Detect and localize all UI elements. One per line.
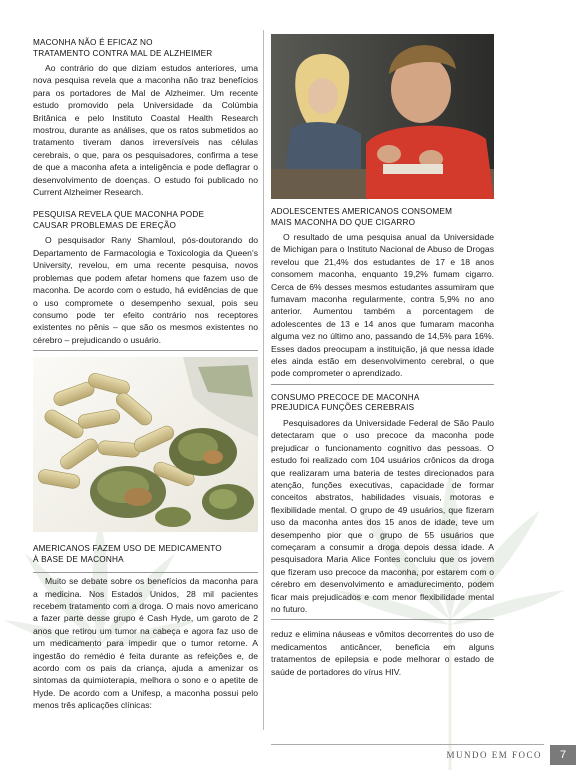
article-alzheimer [33,38,258,198]
column-divider [263,30,264,730]
page-footer [446,745,576,765]
left-column [33,38,258,712]
magazine-name: MUNDO EM FOCO [446,750,542,760]
article-title: ADOLESCENTES AMERICANOS CONSOMEM MAIS MACONHA DO QUE CIGARRO [271,207,453,227]
teens-photo [271,34,494,199]
article-title: MACONHA NÃO É EFICAZ NO TRATAMENTO CONTRA MAL DE ALZHEIMER [33,38,213,58]
article-body: Muito se debate sobre os benefícios da maconha para a medicina. Nos Estados Unidos, 28 mil pacientes recebem tratamento com a droga. O mais novo americano a fazer parte desse grupo é Cash Hyde, um garoto de 2 anos que retirou um tumor na cabeça e agora faz uso de um medicamento para impedir que o tumor retorne. A ingestão do remédio é feita durante as refeições e, de acordo com os pais da criança, ajuda a amenizar os sintomas da quimioterapia, melhora o sono e o apetite de Hyde. De acordo com a Unifesp, a maconha possui pelo menos três aplicações clínicas: [33,576,258,711]
article-consumo [271,393,494,621]
article-title: CONSUMO PRECOCE DE MACONHA PREJUDICA FUNÇÕES CEREBRAIS [271,392,420,413]
article-body: Ao contrário do que diziam estudos anteriores, uma nova pesquisa revela que a maconha não traz benefícios para os portadores de Mal de Alzheimer. Um recente estudo promovido pela Universidade da Colúmbia Britânica e pelo Instituto Coastal Health Research mostrou, durante as análises, que os ratos submetidos ao tratamento tiveram danos irreversíveis nas células cerebrais, o que, para os pesquisadores, confirma a tese de que a maconha afeta a inteligência e pode deflagrar o desenvolvimento de doenças. O estudo foi publicado no Current Alzheimer Research. [33,63,258,198]
article-body: Pesquisadores da Universidade Federal de São Paulo detectaram que o uso precoce da maconha pode prejudicar o funcionamento cognitivo das pessoas. O estudo foi realizado com 104 usuários crônicos da droga que realizaram uma bateria de testes direcionados para atenção, funções executivas, capacidade de formar conceitos abstratos, habilidades visuais, motoras e flexibilidade mental. O grupo de 49 usuários, que fizeram uso da maconha antes dos 15 anos de idade, teve um desempenho pior que o grupo de 55 usuários que começaram a consumir a droga depois dessa idade. A pesquisadora Maria Alice Fontes concluiu que os jovem que fizeram uso precoce da maconha, por estarem com o cérebro em desenvolvimento e amadurecimento, podem ficar mais prejudicados e com menor flexibilidade mental no futuro. [271,417,494,614]
article-medicamento [33,544,258,573]
capsules-photo [33,357,258,532]
article-adolescentes [271,207,494,385]
article-title: AMERICANOS FAZEM USO DE MEDICAMENTO À BASE DE MACONHA [33,544,222,564]
article-body: O pesquisador Rany Shamloul, pós-doutorando do Departamento de Farmacologia e Toxicologia da Queen’s University, revelou, em uma recente pesquisa, novos problemas que podem afetar homens que fazem uso de maconha. De acordo com o estudo, há evidências de que o uso compromete o desempenho sexual, pois seu consumo pode ter efeito contrário nos receptores existentes no pênis – que são os mesmos existentes no cérebro – prejudicando o usuário. [33,235,258,345]
article-title: PESQUISA REVELA QUE MACONHA PODE CAUSAR PROBLEMAS DE EREÇÃO [33,210,205,230]
article-body: O resultado de uma pesquisa anual da Universidade de Michigan para o Instituto Nacional de Abuso de Drogas revelou que 21,4% dos estudantes de 17 e 18 anos consomem maconha, enquanto 19,2% fumam cigarro. Cerca de 6% desses mesmos estudantes assumiram que fumavam maconha regularmente, contra 5,9% no ano anterior. Aumentou também a porcentagem de adolescentes de 13 e 14 anos que fumaram maconha alguma vez no último ano, passando de 14,5% para 16%. Esses dados preocupam a instituição, já que nessa idade eles ainda estão em desenvolvimento cerebral, o que pode comprometer o aprendizado. [271,232,494,379]
right-column [271,34,494,678]
page-number: 7 [550,745,576,765]
article-body-continued: reduz e elimina náuseas e vômitos decorrentes do uso de medicamentos anticâncer, beneficia em alguns tratamentos de epilepsia e pode melhorar o estado de saúde de portadores do vírus HIV. [271,629,494,677]
article-erecao [33,210,258,351]
